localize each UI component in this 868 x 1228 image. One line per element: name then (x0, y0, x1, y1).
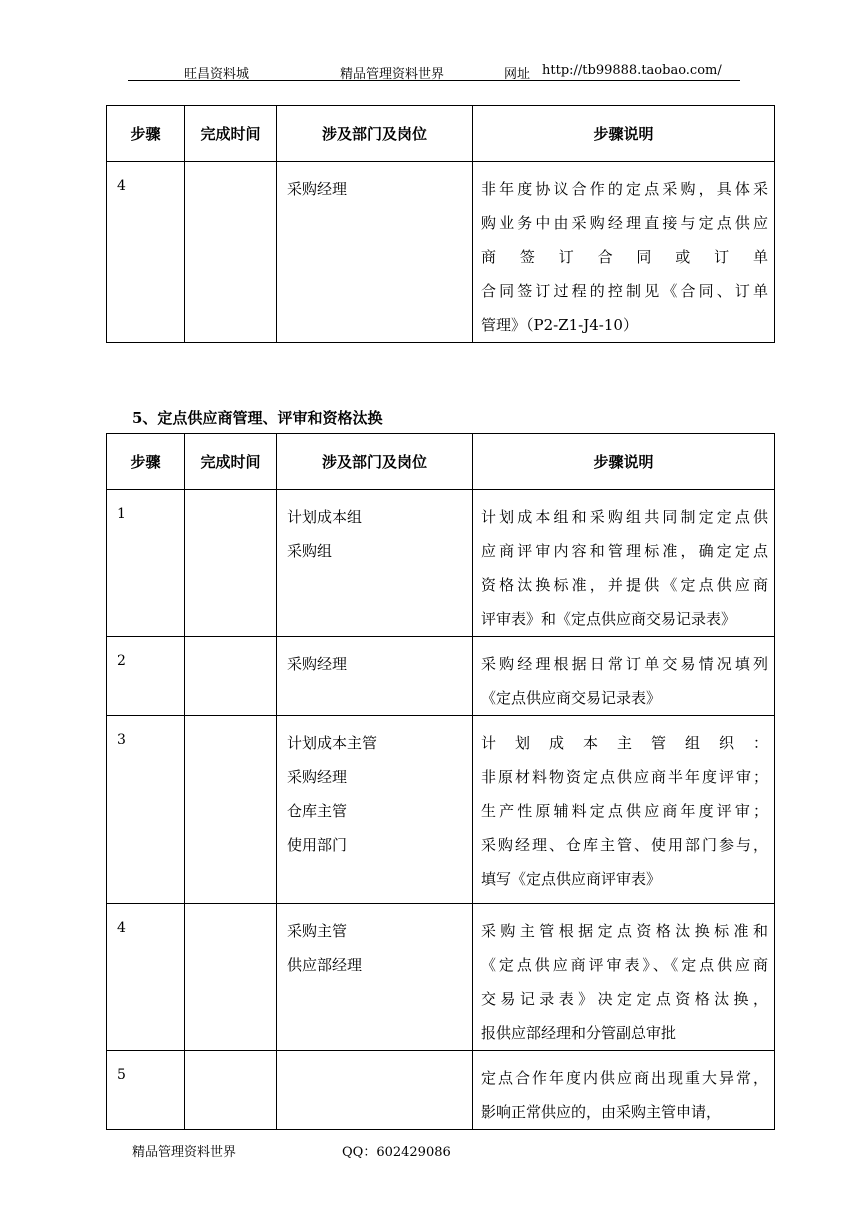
step-number: 3 (107, 716, 185, 904)
description-line: 采购经理、仓库主管、使用部门参与， (481, 836, 768, 854)
step-description (473, 490, 775, 637)
step-number: 1 (107, 490, 185, 637)
completion-time (185, 637, 277, 716)
department-name: 采购组 (287, 542, 333, 560)
step-description (473, 1051, 775, 1130)
department-cell (277, 490, 473, 637)
department-name: 采购经理 (287, 655, 348, 673)
description-line: 应商评审内容和管理标准，确定定点 (481, 542, 768, 560)
department-name: 采购主管 (287, 922, 348, 940)
table-header-row (107, 106, 775, 162)
description-line: 定点合作年度内供应商出现重大异常， (481, 1069, 768, 1087)
col-header-desc: 步骤说明 (473, 434, 775, 490)
footer-world-name: 精品管理资料世界 (132, 1145, 237, 1160)
description-line: 影响正常供应的，由采购主管申请， (481, 1103, 722, 1121)
description-line: 《定点供应商评审表》、《定点供应商 (481, 956, 768, 974)
department-cell (277, 716, 473, 904)
table-row (107, 904, 775, 1051)
department-name: 采购经理 (287, 180, 348, 198)
header-world-name: 精品管理资料世界 (340, 67, 445, 82)
table-row (107, 490, 775, 637)
department-name: 计划成本主管 (287, 734, 378, 752)
description-line: 交易记录表》决定定点资格汰换， (481, 990, 768, 1008)
step-description (473, 904, 775, 1051)
table-row (107, 716, 775, 904)
col-header-time: 完成时间 (185, 434, 277, 490)
section-title: 5、定点供应商管理、评审和资格汰换 (132, 409, 383, 427)
step-description (473, 716, 775, 904)
completion-time (185, 1051, 277, 1130)
description-line: 生产性原辅料定点供应商年度评审； (481, 802, 768, 820)
table-row (107, 1051, 775, 1130)
step-number: 2 (107, 637, 185, 716)
page-header (128, 62, 740, 81)
department-name: 使用部门 (287, 836, 348, 854)
completion-time (185, 716, 277, 904)
col-header-dept: 涉及部门及岗位 (277, 106, 473, 162)
description-line: 非原材料物资定点供应商半年度评审； (481, 768, 768, 786)
description-line: 非年度协议合作的定点采购，具体采 (481, 180, 768, 198)
step-number: 4 (107, 162, 185, 343)
department-name: 仓库主管 (287, 802, 348, 820)
completion-time (185, 490, 277, 637)
col-header-dept: 涉及部门及岗位 (277, 434, 473, 490)
description-line: 计划成本主管组织： (481, 734, 768, 752)
description-line: 合同签订过程的控制见《合同、订单 (481, 282, 768, 300)
col-header-step: 步骤 (107, 106, 185, 162)
footer-qq: QQ：602429086 (342, 1145, 451, 1160)
header-shop-name: 旺昌资料城 (184, 67, 250, 82)
department-name: 计划成本组 (287, 508, 363, 526)
description-line: 计划成本组和采购组共同制定定点供 (481, 508, 768, 526)
col-header-step: 步骤 (107, 434, 185, 490)
description-line: 填写《定点供应商评审表》 (481, 870, 662, 888)
department-name: 采购经理 (287, 768, 348, 786)
description-line: 采购主管根据定点资格汰换标准和 (481, 922, 768, 940)
step-description (473, 637, 775, 716)
description-line: 商签订合同或订单 (481, 248, 768, 266)
description-line: 采购经理根据日常订单交易情况填列 (481, 655, 768, 673)
department-cell (277, 904, 473, 1051)
step-number: 5 (107, 1051, 185, 1130)
header-site-url[interactable]: http://tb99888.taobao.com/ (542, 63, 722, 78)
steps-table-2 (106, 433, 775, 1130)
steps-table-1 (106, 105, 775, 343)
description-line: 报供应部经理和分管副总审批 (481, 1024, 677, 1042)
description-line: 《定点供应商交易记录表》 (481, 689, 662, 707)
col-header-time: 完成时间 (185, 106, 277, 162)
description-line: 管理》（P2-Z1-J4-10） (481, 316, 638, 334)
completion-time (185, 904, 277, 1051)
step-number: 4 (107, 904, 185, 1051)
department-cell (277, 1051, 473, 1130)
department-name: 供应部经理 (287, 956, 363, 974)
description-line: 资格汰换标准，并提供《定点供应商 (481, 576, 768, 594)
department-cell (277, 637, 473, 716)
col-header-desc: 步骤说明 (473, 106, 775, 162)
table-row (107, 637, 775, 716)
table-header-row (107, 434, 775, 490)
completion-time (185, 162, 277, 343)
description-line: 购业务中由采购经理直接与定点供应 (481, 214, 768, 232)
step-description (473, 162, 775, 343)
description-line: 评审表》和《定点供应商交易记录表》 (481, 610, 737, 628)
table-row (107, 162, 775, 343)
department-cell (277, 162, 473, 343)
header-site-label: 网址 (504, 67, 531, 82)
